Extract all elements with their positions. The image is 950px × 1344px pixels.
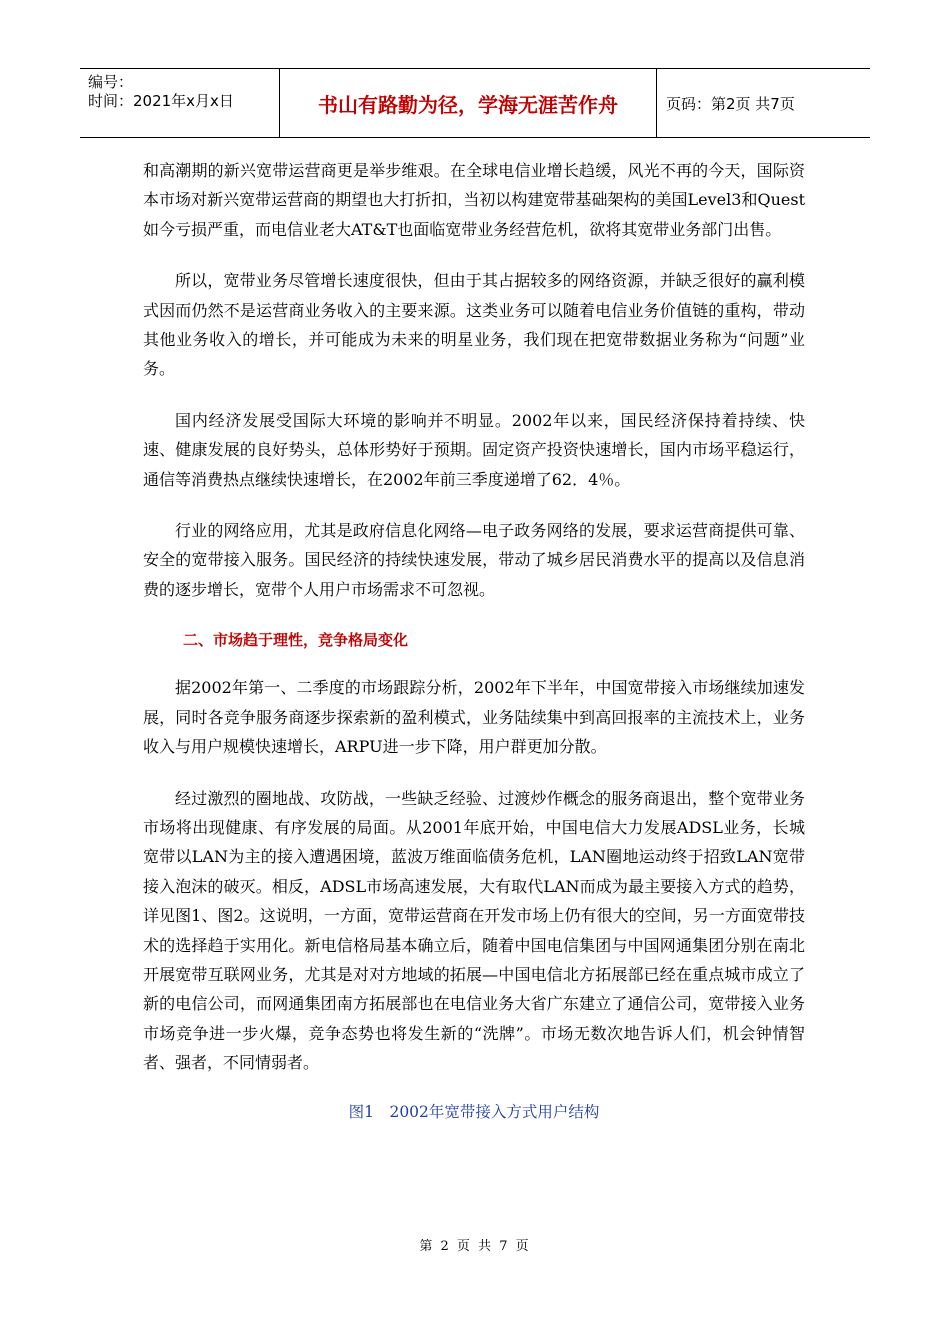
page-footer: 第 2 页 共 7 页 [419,1239,531,1254]
paragraph-2: 所以，宽带业务尽管增长速度很快，但由于其占据较多的网络资源，并缺乏很好的赢利模式因而仍然不是运营商业务收入的主要来源。这类业务可以随着电信业务价值链的重构，带动其他业务收入的增长，并可能成为未来的明星业务，我们现在把宽带数据业务称为“问题”业务。 [143,271,805,379]
paragraph-5: 据2002年第一、二季度的市场跟踪分析，2002年下半年，中国宽带接入市场继续加速发展，同时各竞争服务商逐步探索新的盈利模式，业务陆续集中到高回报率的主流技术上，业务收入与用户规模快速增长，ARPU进一步下降，用户群更加分散。 [143,678,805,757]
header-page-code: 页码：第2页 共7页 [666,94,795,113]
header-meta [80,69,280,137]
paragraph-3: 国内经济发展受国际大环境的影响并不明显。2002年以来，国民经济保持着持续、快速、健康发展的良好势头，总体形势好于预期。固定资产投资快速增长，国内市场平稳运行，通信等消费热点继续快速增长，在2002年前三季度递增了62．4％。 [143,410,805,489]
document-body [143,156,805,1122]
header-motto: 书山有路勤为径，学海无涯苦作舟 [280,69,657,137]
paragraph-1: 和高潮期的新兴宽带运营商更是举步维艰。在全球电信业增长趋缓，风光不再的今天，国际资本市场对新兴宽带运营商的期望也大打折扣，当初以构建宽带基础架构的美国Level3和Quest如今亏损严重，而电信业老大AT&T也面临宽带业务经营危机，欲将其宽带业务部门出售。 [143,161,805,239]
number-label: 编号： [88,73,134,91]
time-label: 时间：2021年x月x日 [88,92,234,110]
page-header [80,68,870,138]
figure-caption: 图1 2002年宽带接入方式用户结构 [348,1102,600,1121]
section-heading: 二、市场趋于理性，竞争格局变化 [183,631,409,650]
paragraph-4: 行业的网络应用，尤其是政府信息化网络—电子政务网络的发展，要求运营商提供可靠、安全的宽带接入服务。国民经济的持续快速发展，带动了城乡居民消费水平的提高以及信息消费的逐步增长，宽带个人用户市场需求不可忽视。 [143,521,805,599]
paragraph-6: 经过激烈的圈地战、攻防战，一些缺乏经验、过渡炒作概念的服务商退出，整个宽带业务市场将出现健康、有序发展的局面。从2001年底开始，中国电信大力发展ADSL业务，长城宽带以LAN为主的接入遭遇困境，蓝波万维面临债务危机，LAN圈地运动终于招致LAN宽带接入泡沫的破灭。相反，ADSL市场高速发展，大有取代LAN而成为最主要接入方式的趋势，详见图1、图2。这说明，一方面，宽带运营商在开发市场上仍有很大的空间，另一方面宽带技术的选择趋于实用化。新电信格局基本确立后，随着中国电信集团与中国网通集团分别在南北开展宽带互联网业务，尤其是对对方地域的拓展—中国电信北方拓展部已经在重点城市成立了新的电信公司，而网通集团南方拓展部也在电信业务大省广东建立了通信公司，宽带接入业务市场竞争进一步火爆，竞争态势也将发生新的“洗牌”。市场无数次地告诉人们，机会钟情智者、强者，不同情弱者。 [143,788,805,1073]
